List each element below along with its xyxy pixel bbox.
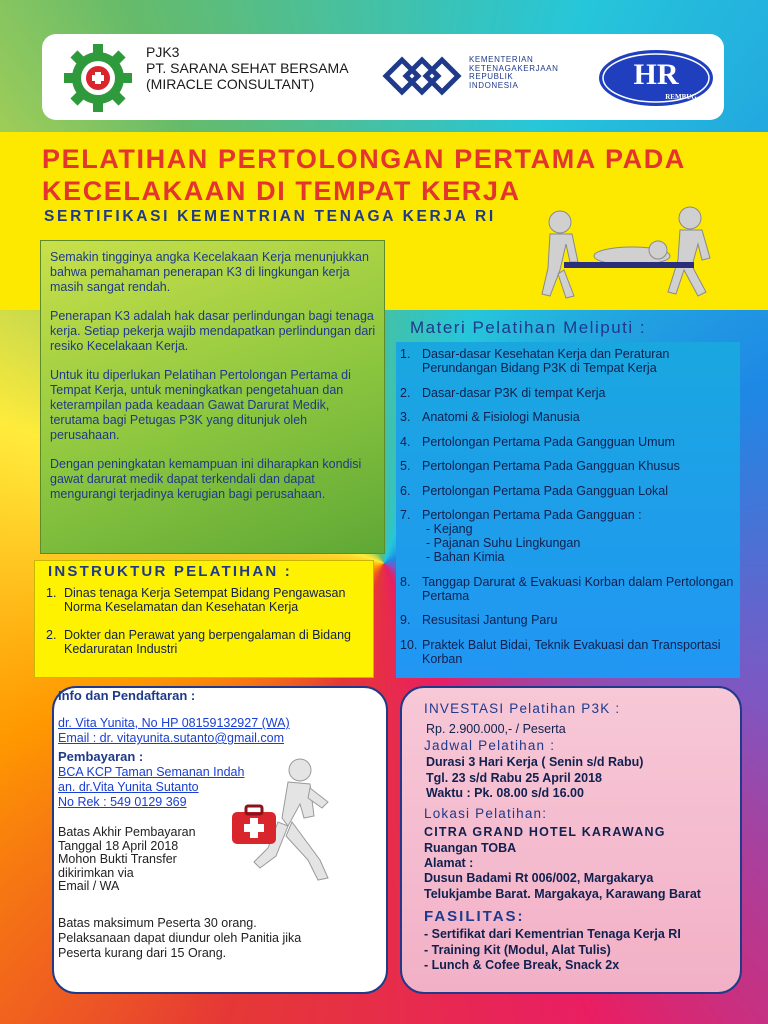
materi-item-number: 1. [400, 347, 411, 361]
intro-paragraph-4: Dengan peningkatan kemampuan ini diharapkan kondisi gawat darurat medik dapat terkendali dan dapat mengurangi terjadinya kerugian bagi perusahaan. [50, 457, 362, 501]
materi-heading: Materi Pelatihan Meliputi : [410, 318, 647, 337]
materi-item [400, 508, 738, 564]
address-label: Alamat : [424, 856, 474, 870]
first-aid-runner-icon [228, 756, 338, 888]
address-line: Telukjambe Barat. Margakaya, Karawang Barat [424, 886, 701, 901]
materi-item-number: 3. [400, 410, 411, 424]
materi-item-text: Pertolongan Pertama Pada Gangguan Khusus [422, 459, 680, 473]
schedule-line: Tgl. 23 s/d Rabu 25 April 2018 [426, 770, 602, 785]
gear-logo-icon [62, 42, 134, 114]
page-subtitle: SERTIFIKASI KEMENTRIAN TENAGA KERJA RI [44, 208, 496, 225]
company-pjk3: PJK3 [146, 44, 180, 60]
hr-rembug-logo-icon [597, 48, 715, 108]
stretcher-illustration-icon [520, 200, 752, 302]
deadline-line: dikirimkan via [58, 865, 134, 880]
materi-item-number: 5. [400, 459, 411, 473]
instruktur-item [46, 628, 372, 656]
payment-heading: Pembayaran : [58, 749, 144, 764]
quota-line: Batas maksimum Peserta 30 orang. [58, 916, 257, 930]
materi-item-text: Pertolongan Pertama Pada Gangguan Umum [422, 434, 675, 449]
company-name-block [146, 44, 349, 92]
materi-item-text: Anatomi & Fisiologi Manusia [422, 410, 580, 424]
deadline-line: Mohon Bukti Transfer [58, 852, 177, 866]
instruktur-item-text: Dokter dan Perawat yang berpengalaman di Bidang Kedaruratan Industri [64, 628, 351, 656]
invest-heading: INVESTASI Pelatihan P3K : [424, 701, 621, 716]
room-text: Ruangan TOBA [424, 841, 517, 855]
materi-item-number: 8. [400, 574, 411, 589]
materi-item-text: Resusitasi Jantung Paru [422, 613, 558, 627]
account-name-text: an. dr.Vita Yunita Sutanto [58, 780, 199, 794]
materi-subitem: - Kejang [426, 522, 473, 536]
hr-logo-sub: REMBUG [665, 93, 697, 101]
materi-item-text: Praktek Balut Bidai, Teknik Evakuasi dan Transportasi Korban [422, 637, 721, 666]
page-title-line-1: PELATIHAN PERTOLONGAN PERTAMA PADA [42, 144, 686, 174]
address-block [424, 871, 701, 902]
bank-text: BCA KCP Taman Semanan Indah [58, 765, 245, 779]
instruktur-item-number: 2. [46, 628, 57, 642]
facility-heading: FASILITAS: [424, 908, 525, 925]
materi-item-text: Tanggap Darurat & Evakuasi Korban dalam Pertolongan Pertama [422, 574, 734, 603]
materi-item-number: 10. [400, 637, 418, 652]
facility-line: - Lunch & Cofee Break, Snack 2x [424, 958, 620, 972]
materi-item [400, 410, 738, 424]
account-number-text: No Rek : 549 0129 369 [58, 795, 187, 809]
quota-block [58, 916, 301, 961]
materi-item-number: 7. [400, 508, 411, 522]
info-heading: Info dan Pendaftaran : [58, 688, 196, 703]
materi-item-number: 4. [400, 434, 411, 449]
ministry-line-4: INDONESIA [469, 80, 519, 90]
facility-line: - Sertifikat dari Kementrian Tenaga Kerja RI [424, 927, 681, 941]
schedule-line: Waktu : Pk. 08.00 s/d 16.00 [426, 786, 584, 800]
page-title-line-2: KECELAKAAN DI TEMPAT KERJA [42, 176, 521, 206]
ministry-line-1: KEMENTERIAN [469, 55, 534, 64]
company-alias: (MIRACLE CONSULTANT) [146, 76, 315, 92]
facility-line: - Training Kit (Modul, Alat Tulis) [424, 942, 611, 957]
intro-paragraph-3: Untuk itu diperlukan Pelatihan Pertolongan Pertama di Tempat Kerja, untuk meningkatkan pengetahuan dan keterampilan pada keadaan Gawat Darurat Medik, terutama bagi Petugas P3K yang ditunjuk oleh perusahaan. [50, 368, 351, 442]
address-line: Dusun Badami Rt 006/002, Margakarya [424, 871, 654, 885]
quota-line: Pelaksanaan dapat diundur oleh Panitia jika [58, 931, 302, 945]
instruktur-heading: INSTRUKTUR PELATIHAN : [48, 563, 292, 580]
hr-logo-text: HR [633, 58, 679, 91]
ministry-logo-icon [378, 52, 462, 100]
materi-item [400, 459, 738, 473]
quota-line: Peserta kurang dari 15 Orang. [58, 946, 227, 960]
instruktur-item-number: 1. [46, 586, 57, 600]
schedule-block [426, 755, 643, 802]
intro-paragraph-2: Penerapan K3 adalah hak dasar perlindungan bagi tenaga kerja. Setiap pekerja wajib mendapatkan perlindungan dari resiko Kecelakaan Kerja. [50, 309, 376, 353]
intro-text [50, 250, 380, 516]
materi-item [400, 613, 738, 627]
materi-item-number: 2. [400, 385, 411, 400]
materi-subitem: - Pajanan Suhu Lingkungan [426, 536, 581, 550]
deadline-line: Tanggal 18 April 2018 [58, 838, 179, 853]
location-heading: Lokasi Pelatihan: [424, 806, 548, 821]
materi-item-text: Dasar-dasar P3K di tempat Kerja [422, 385, 606, 400]
venue-text: CITRA GRAND HOTEL KARAWANG [424, 825, 666, 839]
materi-item [400, 386, 738, 400]
ministry-line-3: REPUBLIK [469, 72, 514, 81]
materi-item-number: 9. [400, 613, 411, 627]
instruktur-item [46, 586, 372, 614]
ministry-name-block [469, 56, 558, 90]
payment-deadline-block [58, 826, 196, 894]
materi-item-number: 6. [400, 483, 411, 498]
header-bar [42, 34, 724, 120]
contact-link[interactable]: dr. Vita Yunita, No HP 08159132927 (WA) [58, 716, 290, 730]
materi-item-text: Pertolongan Pertama Pada Gangguan Lokal [422, 483, 669, 498]
instruktur-list [46, 586, 372, 670]
materi-item [400, 347, 738, 375]
materi-subitem: - Bahan Kimia [426, 550, 505, 564]
intro-paragraph-1: Semakin tingginya angka Kecelakaan Kerja menunjukkan bahwa pemahaman penerapan K3 di lingkungan kerja masih sangat rendah. [50, 250, 369, 294]
materi-item [400, 638, 738, 666]
materi-item-text: Dasar-dasar Kesehatan Kerja dan Peraturan Perundangan Bidang P3K di Tempat Kerja [422, 347, 670, 375]
deadline-line: Email / WA [58, 879, 120, 893]
deadline-line: Batas Akhir Pembayaran [58, 825, 196, 839]
instruktur-item-text: Dinas tenaga Kerja Setempat Bidang Pengawasan Norma Keselamatan dan Kesehatan Kerja [64, 586, 346, 614]
facility-block [424, 927, 681, 974]
materi-item [400, 575, 738, 603]
materi-item-text: Pertolongan Pertama Pada Gangguan : [422, 508, 642, 522]
ministry-line-2: KETENAGAKERJAAN [469, 63, 559, 73]
price-text: Rp. 2.900.000,- / Peserta [426, 722, 566, 736]
company-name: PT. SARANA SEHAT BERSAMA [146, 60, 349, 76]
materi-item [400, 435, 738, 449]
schedule-heading: Jadwal Pelatihan : [424, 738, 556, 753]
materi-item [400, 484, 738, 498]
schedule-line: Durasi 3 Hari Kerja ( Senin s/d Rabu) [426, 755, 644, 769]
materi-list [400, 347, 738, 676]
email-link[interactable]: Email : dr. vitayunita.sutanto@gmail.com [58, 731, 284, 745]
